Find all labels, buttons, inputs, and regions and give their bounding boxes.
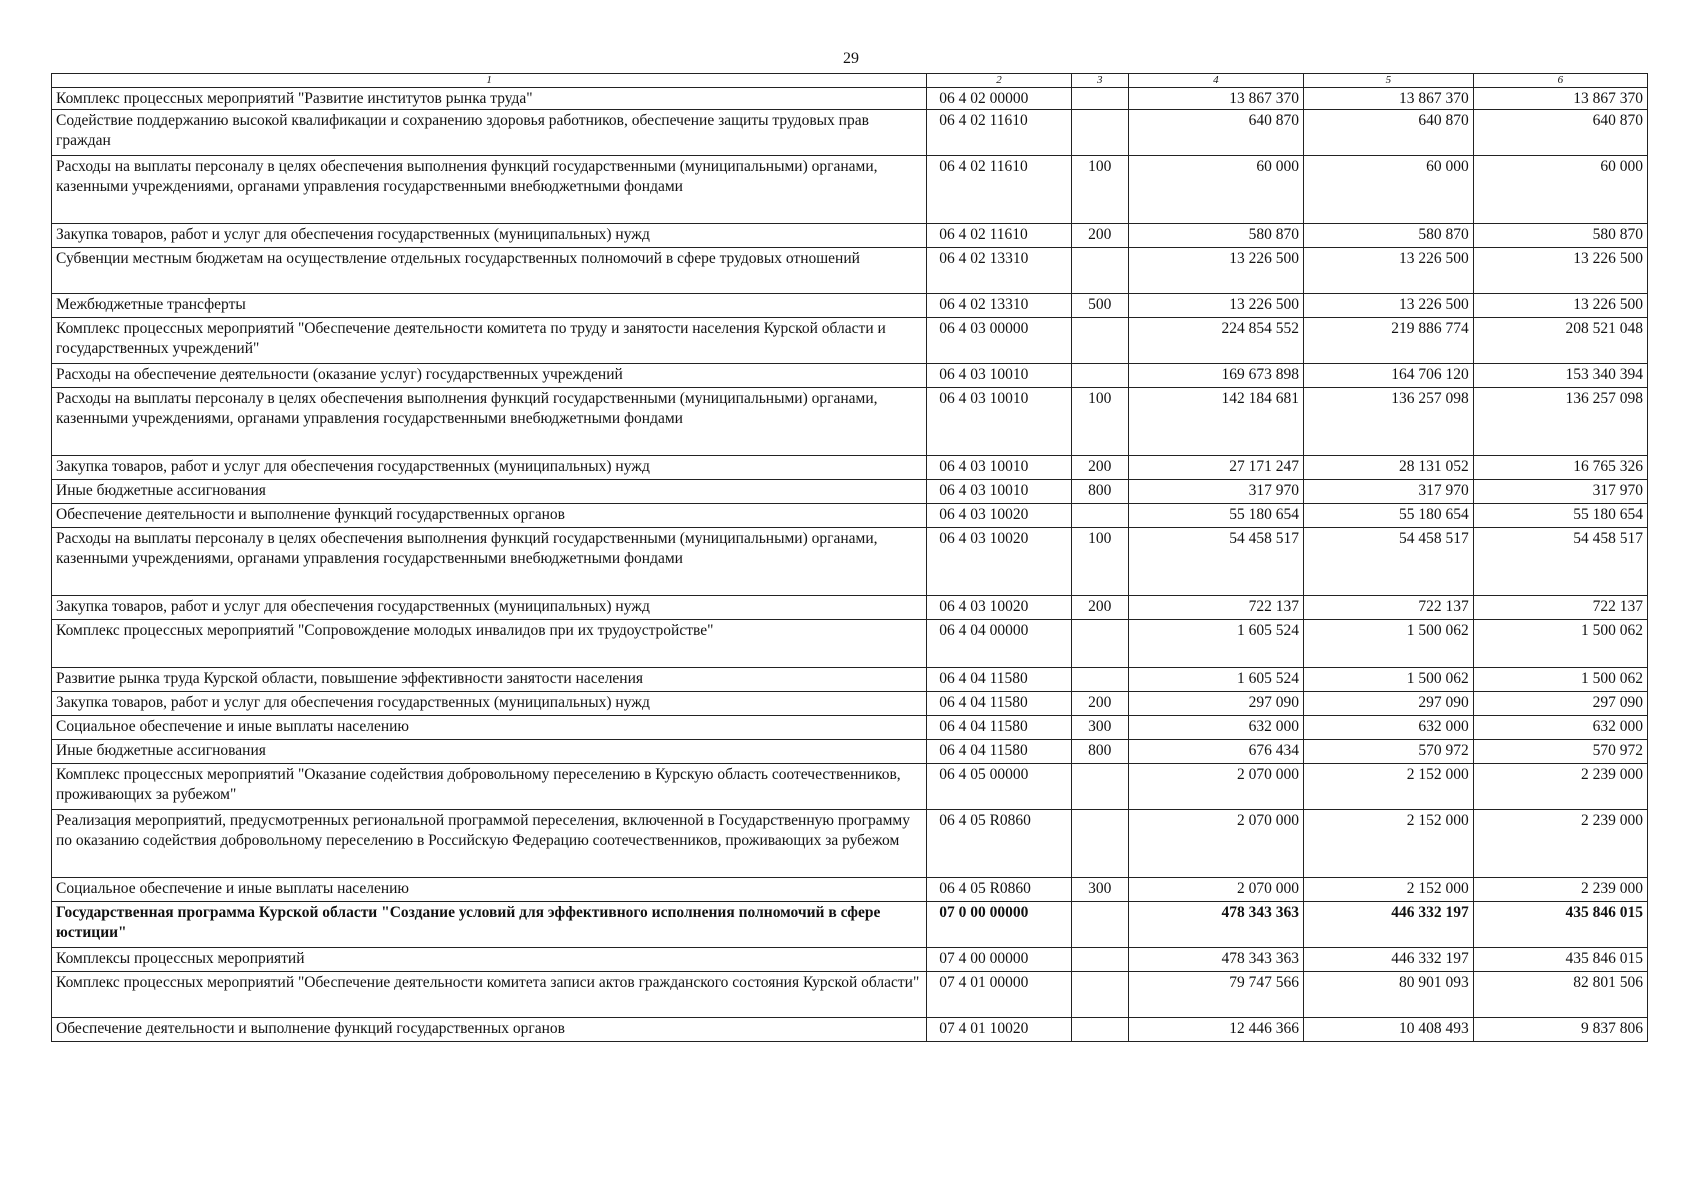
table-row xyxy=(52,480,1648,504)
row-value-col5: 2 152 000 xyxy=(1304,878,1474,902)
row-value-col6: 13 226 500 xyxy=(1473,248,1647,294)
row-value-col4: 142 184 681 xyxy=(1128,388,1303,456)
row-code: 06 4 03 10020 xyxy=(927,528,1072,596)
row-code: 06 4 03 10010 xyxy=(927,456,1072,480)
row-expense-type: 200 xyxy=(1071,596,1128,620)
row-code: 06 4 03 10010 xyxy=(927,480,1072,504)
row-value-col5: 317 970 xyxy=(1304,480,1474,504)
row-expense-type xyxy=(1071,364,1128,388)
table-row xyxy=(52,668,1648,692)
row-expense-type xyxy=(1071,1018,1128,1042)
row-name: Социальное обеспечение и иные выплаты населению xyxy=(52,716,927,740)
row-value-col5: 136 257 098 xyxy=(1304,388,1474,456)
row-name: Закупка товаров, работ и услуг для обеспечения государственных (муниципальных) нужд xyxy=(52,456,927,480)
row-value-col4: 632 000 xyxy=(1128,716,1303,740)
row-name: Государственная программа Курской области "Создание условий для эффективного исполнения полномочий в сфере юстиции" xyxy=(52,902,927,948)
row-value-col5: 164 706 120 xyxy=(1304,364,1474,388)
row-value-col4: 317 970 xyxy=(1128,480,1303,504)
row-expense-type xyxy=(1071,764,1128,810)
row-value-col4: 169 673 898 xyxy=(1128,364,1303,388)
row-value-col5: 640 870 xyxy=(1304,110,1474,156)
row-value-col6: 82 801 506 xyxy=(1473,972,1647,1018)
row-expense-type: 200 xyxy=(1071,224,1128,248)
row-value-col6: 640 870 xyxy=(1473,110,1647,156)
row-name: Субвенции местным бюджетам на осуществление отдельных государственных полномочий в сфере трудовых отношений xyxy=(52,248,927,294)
row-name: Комплекс процессных мероприятий "Обеспечение деятельности комитета по труду и занятости населения Курской области и государственных учреждений" xyxy=(52,318,927,364)
row-value-col4: 79 747 566 xyxy=(1128,972,1303,1018)
row-expense-type xyxy=(1071,902,1128,948)
row-value-col4: 2 070 000 xyxy=(1128,878,1303,902)
table-row xyxy=(52,388,1648,456)
row-value-col6: 9 837 806 xyxy=(1473,1018,1647,1042)
row-value-col4: 54 458 517 xyxy=(1128,528,1303,596)
row-code: 06 4 03 10010 xyxy=(927,388,1072,456)
row-expense-type: 200 xyxy=(1071,456,1128,480)
row-value-col6: 2 239 000 xyxy=(1473,810,1647,878)
row-value-col4: 13 226 500 xyxy=(1128,294,1303,318)
table-row xyxy=(52,948,1648,972)
row-value-col6: 722 137 xyxy=(1473,596,1647,620)
row-value-col5: 54 458 517 xyxy=(1304,528,1474,596)
row-code: 06 4 04 11580 xyxy=(927,692,1072,716)
table-row xyxy=(52,810,1648,878)
row-name: Закупка товаров, работ и услуг для обеспечения государственных (муниципальных) нужд xyxy=(52,224,927,248)
table-row xyxy=(52,1018,1648,1042)
row-value-col4: 580 870 xyxy=(1128,224,1303,248)
row-code: 06 4 04 00000 xyxy=(927,620,1072,668)
row-expense-type xyxy=(1071,620,1128,668)
row-value-col4: 640 870 xyxy=(1128,110,1303,156)
row-code: 06 4 02 11610 xyxy=(927,224,1072,248)
table-row xyxy=(52,294,1648,318)
row-value-col6: 435 846 015 xyxy=(1473,902,1647,948)
row-value-col6: 2 239 000 xyxy=(1473,878,1647,902)
row-name: Расходы на выплаты персоналу в целях обеспечения выполнения функций государственными (муниципальными) органами, казенными учреждениями, органами управления государственными внебюджетными фондами xyxy=(52,528,927,596)
row-code: 07 4 01 00000 xyxy=(927,972,1072,1018)
row-name: Комплекс процессных мероприятий "Развитие институтов рынка труда" xyxy=(52,88,927,110)
row-value-col6: 632 000 xyxy=(1473,716,1647,740)
row-value-col6: 580 870 xyxy=(1473,224,1647,248)
column-number: 6 xyxy=(1473,74,1647,88)
row-value-col5: 446 332 197 xyxy=(1304,902,1474,948)
column-number: 4 xyxy=(1128,74,1303,88)
row-name: Иные бюджетные ассигнования xyxy=(52,480,927,504)
row-expense-type xyxy=(1071,88,1128,110)
row-value-col5: 570 972 xyxy=(1304,740,1474,764)
row-code: 07 0 00 00000 xyxy=(927,902,1072,948)
row-code: 06 4 03 00000 xyxy=(927,318,1072,364)
row-value-col5: 13 867 370 xyxy=(1304,88,1474,110)
table-row xyxy=(52,620,1648,668)
table-row xyxy=(52,528,1648,596)
row-value-col4: 55 180 654 xyxy=(1128,504,1303,528)
row-value-col4: 12 446 366 xyxy=(1128,1018,1303,1042)
row-value-col6: 2 239 000 xyxy=(1473,764,1647,810)
row-code: 06 4 03 10020 xyxy=(927,504,1072,528)
row-expense-type: 800 xyxy=(1071,740,1128,764)
row-expense-type xyxy=(1071,318,1128,364)
row-value-col5: 580 870 xyxy=(1304,224,1474,248)
row-value-col5: 446 332 197 xyxy=(1304,948,1474,972)
row-value-col5: 2 152 000 xyxy=(1304,810,1474,878)
row-value-col6: 136 257 098 xyxy=(1473,388,1647,456)
table-row xyxy=(52,764,1648,810)
row-value-col4: 478 343 363 xyxy=(1128,948,1303,972)
row-value-col5: 1 500 062 xyxy=(1304,620,1474,668)
row-name: Комплекс процессных мероприятий "Обеспечение деятельности комитета записи актов гражданского состояния Курской области" xyxy=(52,972,927,1018)
table-row xyxy=(52,248,1648,294)
row-name: Расходы на выплаты персоналу в целях обеспечения выполнения функций государственными (муниципальными) органами, казенными учреждениями, органами управления государственными внебюджетными фондами xyxy=(52,388,927,456)
table-row xyxy=(52,596,1648,620)
row-expense-type: 300 xyxy=(1071,878,1128,902)
row-value-col4: 2 070 000 xyxy=(1128,810,1303,878)
row-code: 06 4 05 R0860 xyxy=(927,878,1072,902)
row-code: 06 4 04 11580 xyxy=(927,668,1072,692)
row-expense-type: 500 xyxy=(1071,294,1128,318)
row-value-col5: 722 137 xyxy=(1304,596,1474,620)
row-value-col6: 1 500 062 xyxy=(1473,668,1647,692)
row-name: Закупка товаров, работ и услуг для обеспечения государственных (муниципальных) нужд xyxy=(52,692,927,716)
row-value-col5: 632 000 xyxy=(1304,716,1474,740)
row-value-col6: 208 521 048 xyxy=(1473,318,1647,364)
row-value-col6: 54 458 517 xyxy=(1473,528,1647,596)
row-name: Содействие поддержанию высокой квалификации и сохранению здоровья работников, обеспечение защиты трудовых прав граждан xyxy=(52,110,927,156)
table-row xyxy=(52,716,1648,740)
table-row xyxy=(52,740,1648,764)
row-expense-type: 300 xyxy=(1071,716,1128,740)
row-expense-type: 100 xyxy=(1071,388,1128,456)
row-expense-type xyxy=(1071,948,1128,972)
row-expense-type: 100 xyxy=(1071,528,1128,596)
table-row xyxy=(52,504,1648,528)
column-number: 1 xyxy=(52,74,927,88)
row-value-col6: 13 226 500 xyxy=(1473,294,1647,318)
row-value-col4: 1 605 524 xyxy=(1128,668,1303,692)
row-value-col5: 60 000 xyxy=(1304,156,1474,224)
row-value-col6: 153 340 394 xyxy=(1473,364,1647,388)
row-name: Обеспечение деятельности и выполнение функций государственных органов xyxy=(52,1018,927,1042)
table-row xyxy=(52,156,1648,224)
row-value-col5: 1 500 062 xyxy=(1304,668,1474,692)
table-row xyxy=(52,224,1648,248)
row-value-col5: 297 090 xyxy=(1304,692,1474,716)
row-value-col4: 676 434 xyxy=(1128,740,1303,764)
row-value-col5: 28 131 052 xyxy=(1304,456,1474,480)
table-row xyxy=(52,692,1648,716)
row-expense-type xyxy=(1071,810,1128,878)
row-expense-type xyxy=(1071,972,1128,1018)
row-expense-type: 200 xyxy=(1071,692,1128,716)
table-row xyxy=(52,878,1648,902)
row-value-col5: 10 408 493 xyxy=(1304,1018,1474,1042)
column-number: 2 xyxy=(927,74,1072,88)
row-value-col4: 13 226 500 xyxy=(1128,248,1303,294)
row-value-col4: 2 070 000 xyxy=(1128,764,1303,810)
row-name: Реализация мероприятий, предусмотренных региональной программой переселения, включенной в Государственную программу по оказанию содействия добровольному переселению в Российскую Федерацию соотечественников, проживающих за рубежом xyxy=(52,810,927,878)
row-code: 07 4 00 00000 xyxy=(927,948,1072,972)
row-name: Межбюджетные трансферты xyxy=(52,294,927,318)
table-row xyxy=(52,364,1648,388)
row-value-col4: 13 867 370 xyxy=(1128,88,1303,110)
row-code: 06 4 05 00000 xyxy=(927,764,1072,810)
row-name: Социальное обеспечение и иные выплаты населению xyxy=(52,878,927,902)
table-row xyxy=(52,110,1648,156)
column-number-row xyxy=(52,74,1648,88)
row-expense-type xyxy=(1071,504,1128,528)
row-value-col4: 722 137 xyxy=(1128,596,1303,620)
table-row xyxy=(52,456,1648,480)
row-code: 06 4 02 13310 xyxy=(927,294,1072,318)
row-value-col5: 13 226 500 xyxy=(1304,294,1474,318)
table-row xyxy=(52,318,1648,364)
row-value-col6: 1 500 062 xyxy=(1473,620,1647,668)
table-row xyxy=(52,88,1648,110)
row-value-col5: 80 901 093 xyxy=(1304,972,1474,1018)
row-name: Обеспечение деятельности и выполнение функций государственных органов xyxy=(52,504,927,528)
row-code: 06 4 02 11610 xyxy=(927,156,1072,224)
row-code: 06 4 03 10010 xyxy=(927,364,1072,388)
row-value-col4: 1 605 524 xyxy=(1128,620,1303,668)
row-value-col6: 570 972 xyxy=(1473,740,1647,764)
row-code: 06 4 04 11580 xyxy=(927,740,1072,764)
row-code: 06 4 02 13310 xyxy=(927,248,1072,294)
row-name: Закупка товаров, работ и услуг для обеспечения государственных (муниципальных) нужд xyxy=(52,596,927,620)
row-name: Развитие рынка труда Курской области, повышение эффективности занятости населения xyxy=(52,668,927,692)
row-expense-type xyxy=(1071,110,1128,156)
table-row xyxy=(52,902,1648,948)
page-number: 29 xyxy=(843,50,859,67)
row-code: 06 4 03 10020 xyxy=(927,596,1072,620)
row-expense-type xyxy=(1071,668,1128,692)
row-name: Комплекс процессных мероприятий "Оказание содействия добровольному переселению в Курскую область соотечественников, проживающих за рубежом" xyxy=(52,764,927,810)
row-value-col6: 55 180 654 xyxy=(1473,504,1647,528)
row-value-col5: 13 226 500 xyxy=(1304,248,1474,294)
row-value-col4: 224 854 552 xyxy=(1128,318,1303,364)
row-value-col6: 13 867 370 xyxy=(1473,88,1647,110)
table-row xyxy=(52,972,1648,1018)
row-value-col6: 297 090 xyxy=(1473,692,1647,716)
row-code: 06 4 02 00000 xyxy=(927,88,1072,110)
row-code: 06 4 02 11610 xyxy=(927,110,1072,156)
row-value-col5: 2 152 000 xyxy=(1304,764,1474,810)
row-name: Комплексы процессных мероприятий xyxy=(52,948,927,972)
row-name: Иные бюджетные ассигнования xyxy=(52,740,927,764)
row-code: 07 4 01 10020 xyxy=(927,1018,1072,1042)
row-value-col4: 297 090 xyxy=(1128,692,1303,716)
row-value-col5: 55 180 654 xyxy=(1304,504,1474,528)
row-value-col4: 60 000 xyxy=(1128,156,1303,224)
row-name: Комплекс процессных мероприятий "Сопровождение молодых инвалидов при их трудоустройстве" xyxy=(52,620,927,668)
row-code: 06 4 04 11580 xyxy=(927,716,1072,740)
row-value-col6: 16 765 326 xyxy=(1473,456,1647,480)
row-value-col5: 219 886 774 xyxy=(1304,318,1474,364)
table-body xyxy=(52,74,1648,1042)
row-value-col6: 317 970 xyxy=(1473,480,1647,504)
row-expense-type: 100 xyxy=(1071,156,1128,224)
row-value-col4: 478 343 363 xyxy=(1128,902,1303,948)
column-number: 3 xyxy=(1071,74,1128,88)
row-name: Расходы на обеспечение деятельности (оказание услуг) государственных учреждений xyxy=(52,364,927,388)
column-number: 5 xyxy=(1304,74,1474,88)
row-value-col6: 60 000 xyxy=(1473,156,1647,224)
budget-table xyxy=(51,73,1648,1042)
row-code: 06 4 05 R0860 xyxy=(927,810,1072,878)
row-value-col6: 435 846 015 xyxy=(1473,948,1647,972)
row-expense-type: 800 xyxy=(1071,480,1128,504)
row-name: Расходы на выплаты персоналу в целях обеспечения выполнения функций государственными (муниципальными) органами, казенными учреждениями, органами управления государственными внебюджетными фондами xyxy=(52,156,927,224)
row-value-col4: 27 171 247 xyxy=(1128,456,1303,480)
row-expense-type xyxy=(1071,248,1128,294)
